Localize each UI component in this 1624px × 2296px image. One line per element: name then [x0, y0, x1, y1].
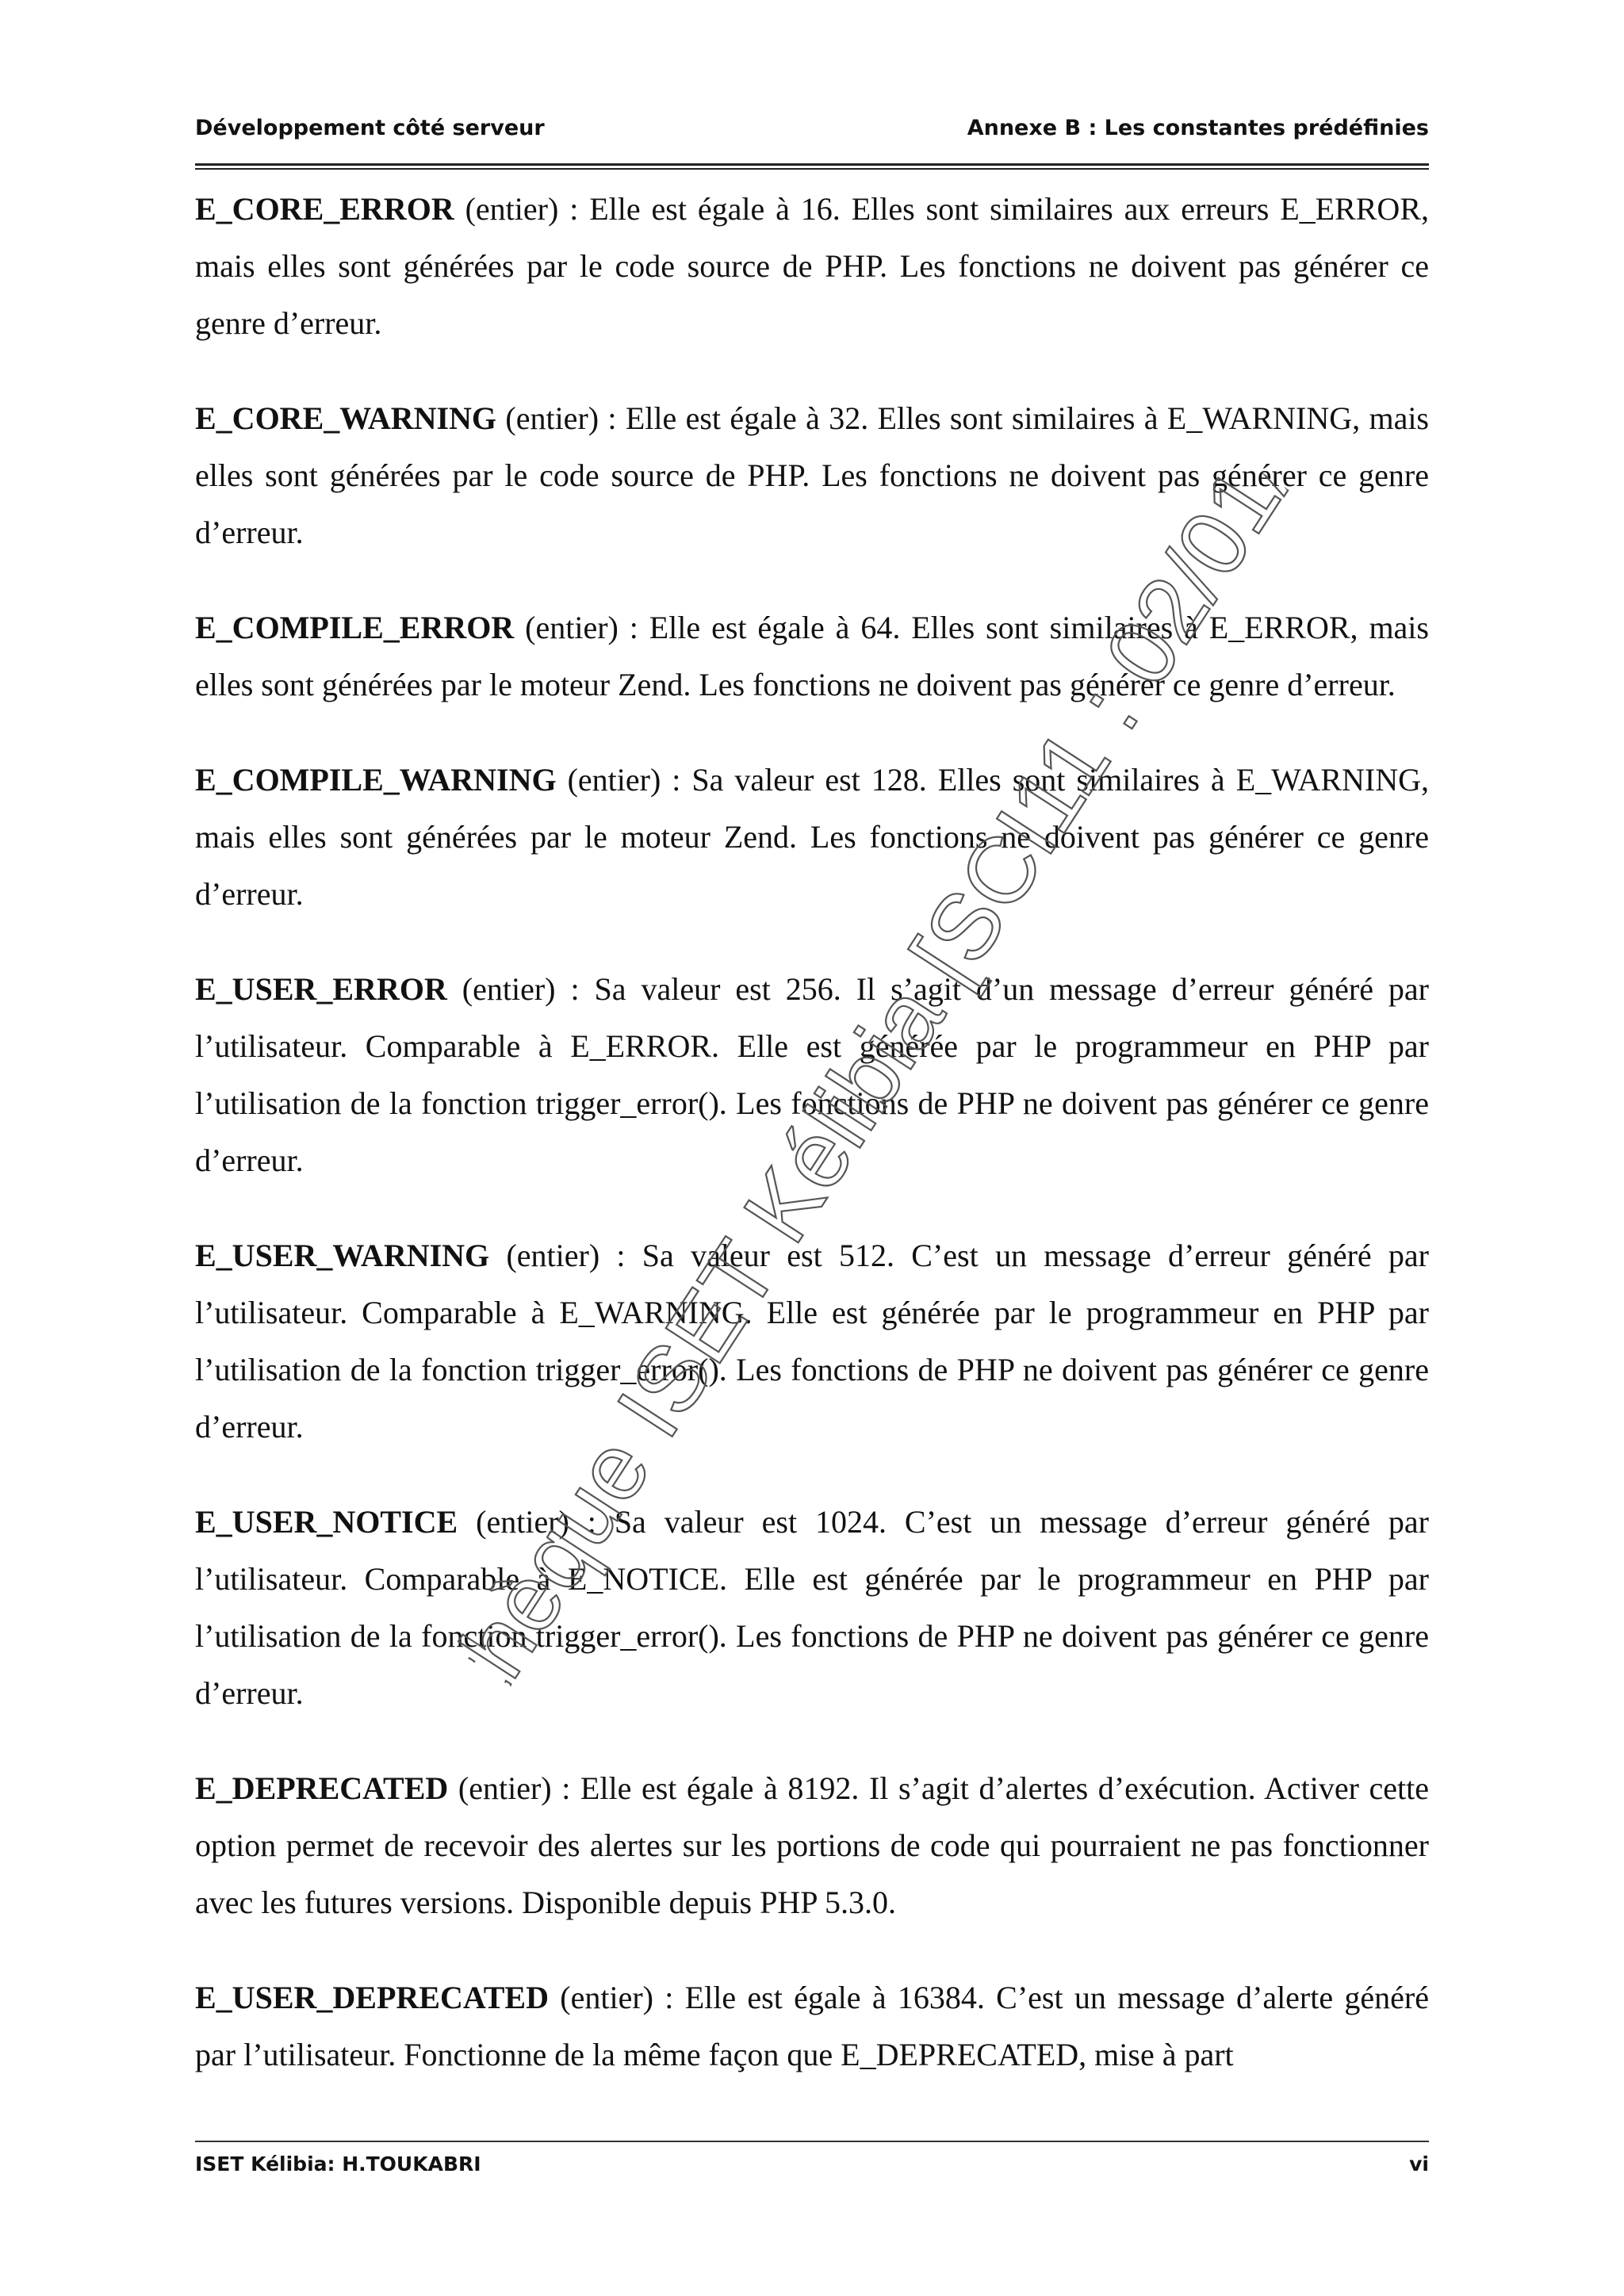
constant-entry	[195, 181, 1429, 352]
constant-name: E_COMPILE_WARNING	[195, 762, 557, 798]
constant-name: E_CORE_WARNING	[195, 400, 497, 436]
header-rule-bottom	[195, 168, 1429, 170]
constant-description: (entier) : Elle est égale à 64. Elles sont similaires à E_ERROR, mais elles sont générées par le moteur Zend. Les fonctions ne doivent pas générer ce genre d’erreur.	[195, 610, 1429, 702]
constant-description: (entier) : Elle est égale à 32. Elles sont similaires à E_WARNING, mais elles sont générées par le code source de PHP. Les fonctions ne doivent pas générer ce genre d’erreur.	[195, 400, 1429, 550]
footer-rule	[195, 2141, 1429, 2142]
constant-name: E_CORE_ERROR	[195, 191, 454, 227]
constant-name: E_USER_DEPRECATED	[195, 1980, 549, 2015]
header-chapter-title: Annexe B : Les constantes prédéfinies	[967, 116, 1429, 140]
constant-description: (entier) : Sa valeur est 512. C’est un message d’erreur généré par l’utilisateur. Comparable à E_WARNING. Elle est générée par le programmeur en PHP par l’utilisation de la fonction trigger_error(). Les fonctions de PHP ne doivent pas générer ce genre d’erreur.	[195, 1238, 1429, 1445]
constant-entry	[195, 390, 1429, 561]
constant-description: (entier) : Elle est égale à 16. Elles sont similaires aux erreurs E_ERROR, mais elles sont générées par le code source de PHP. Les fonctions ne doivent pas générer ce genre d’erreur.	[195, 191, 1429, 341]
constant-description: (entier) : Sa valeur est 1024. C’est un message d’erreur généré par l’utilisateur. Comparable à E_NOTICE. Elle est générée par le programmeur en PHP par l’utilisation de la fonction trigger_error(). Les fonctions de PHP ne doivent pas générer ce genre d’erreur.	[195, 1504, 1429, 1711]
constant-name: E_USER_WARNING	[195, 1238, 490, 1273]
constant-name: E_COMPILE_ERROR	[195, 610, 515, 645]
constant-entry	[195, 1494, 1429, 1722]
constant-description: (entier) : Sa valeur est 128. Elles sont similaires à E_WARNING, mais elles sont générées par le moteur Zend. Les fonctions ne doivent pas générer ce genre d’erreur.	[195, 762, 1429, 912]
constant-entry	[195, 752, 1429, 923]
constant-name: E_DEPRECATED	[195, 1770, 449, 1806]
constant-description: (entier) : Sa valeur est 256. Il s’agit d’un message d’erreur généré par l’utilisateur. Comparable à E_ERROR. Elle est générée par le programmeur en PHP par l’utilisation de la fonction trigger_error(). Les fonctions de PHP ne doivent pas générer ce genre d’erreur.	[195, 971, 1429, 1178]
constant-name: E_USER_NOTICE	[195, 1504, 458, 1540]
page-body	[195, 181, 1429, 2122]
constant-entry	[195, 961, 1429, 1189]
constant-name: E_USER_ERROR	[195, 971, 447, 1007]
constant-entry	[195, 1969, 1429, 2084]
constant-entry	[195, 1760, 1429, 1931]
constant-entry	[195, 1227, 1429, 1456]
constant-entry	[195, 599, 1429, 714]
header-rule-top	[195, 163, 1429, 166]
footer-author: ISET Kélibia: H.TOUKABRI	[195, 2152, 481, 2175]
constant-description: (entier) : Elle est égale à 16384. C’est un message d’alerte généré par l’utilisateur. Fonctionne de la même façon que E_DEPRECATED, mise à part	[195, 1980, 1429, 2072]
header-course-title: Développement côté serveur	[195, 116, 545, 140]
page-number: vi	[1409, 2152, 1429, 2175]
constant-description: (entier) : Elle est égale à 8192. Il s’agit d’alertes d’exécution. Activer cette option permet de recevoir des alertes sur les portions de code qui pourraient ne pas fonctionner avec les futures versions. Disponible depuis PHP 5.3.0.	[195, 1770, 1429, 1920]
watermark-text: Bibliothèque ISET Kélibia [SCI11 : 02/01/2018]	[416, 428, 1328, 1712]
